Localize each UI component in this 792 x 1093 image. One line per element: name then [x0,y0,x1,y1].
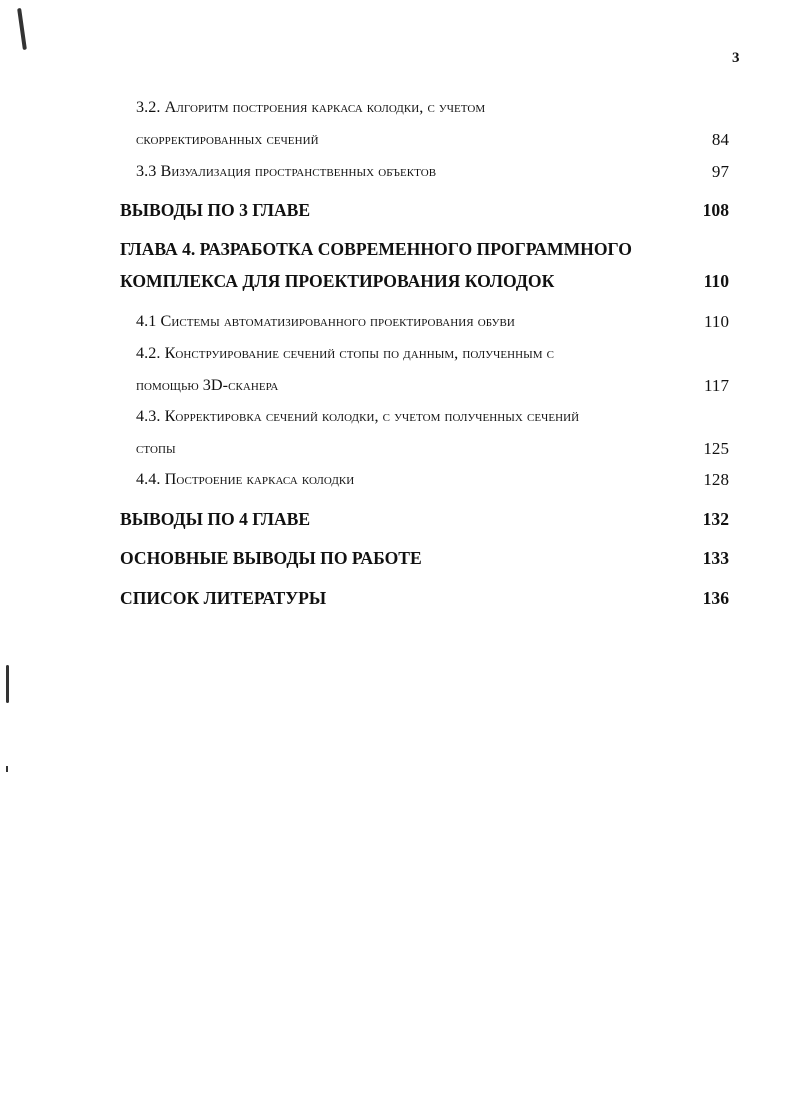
toc-entry-3-2-line2 [0,130,792,160]
toc-entry-text: ГЛАВА 4. РАЗРАБОТКА СОВРЕМЕННОГО ПРОГРАММНОГО [120,239,632,259]
toc-entry-text: 4.1 Системы автоматизированного проектирования обуви [136,312,515,330]
toc-page-number: 110 [703,271,729,291]
toc-entry-text: стопы [136,439,176,457]
toc-entry-4-1 [0,312,792,342]
toc-page-number: 125 [703,439,729,458]
toc-page-number: 108 [702,200,729,220]
toc-entry-4-2-line1 [0,344,792,374]
toc-entry-text: ОСНОВНЫЕ ВЫВОДЫ ПО РАБОТЕ [120,548,422,568]
toc-entry-text: КОМПЛЕКСА ДЛЯ ПРОЕКТИРОВАНИЯ КОЛОДОК [120,271,555,291]
toc-entry-text: 4.3. Корректировка сечений колодки, с учетом полученных сечений [136,407,580,425]
toc-entry-text: помощью 3D-сканера [136,376,279,394]
toc-entry-text: ВЫВОДЫ ПО 3 ГЛАВЕ [120,200,311,220]
toc-entry-4-4 [0,470,792,500]
toc-entry-text: скорректированных сечений [136,130,319,148]
toc-page-number: 128 [703,470,729,489]
toc-entry-text: ВЫВОДЫ ПО 4 ГЛАВЕ [120,509,311,529]
toc-entry-conclusions-ch4 [0,509,792,539]
toc-entry-main-conclusions [0,548,792,578]
toc-page-number: 132 [702,509,729,529]
toc-entry-text: 3.2. Алгоритм построения каркаса колодки, с учетом [136,98,486,116]
toc-entry-4-3-line2 [0,439,792,469]
toc-page-number: 133 [702,548,729,568]
toc-page-number: 110 [703,312,729,331]
toc-entry-4-3-line1 [0,407,792,437]
toc-entry-text: 3.3 Визуализация пространственных объектов [136,162,437,180]
toc-entry-bibliography [0,588,792,618]
toc-entry-3-3 [0,162,792,192]
toc-entry-3-2-line1 [0,98,792,128]
toc-entry-conclusions-ch3 [0,200,792,230]
toc-page-number: 97 [711,162,729,181]
toc-page-number: 84 [711,130,729,149]
page-number: 3 [732,50,740,66]
toc-entry-text: СПИСОК ЛИТЕРАТУРЫ [120,588,327,608]
toc-entry-chapter-4-line2 [0,271,792,301]
toc-page-number: 136 [702,588,729,608]
toc-entry-chapter-4-line1 [0,239,792,269]
toc-entry-text: 4.4. Построение каркаса колодки [136,470,355,488]
toc-entry-4-2-line2 [0,376,792,406]
toc-page-number: 117 [703,376,729,395]
toc-entry-text: 4.2. Конструирование сечений стопы по данным, полученным с [136,344,555,362]
